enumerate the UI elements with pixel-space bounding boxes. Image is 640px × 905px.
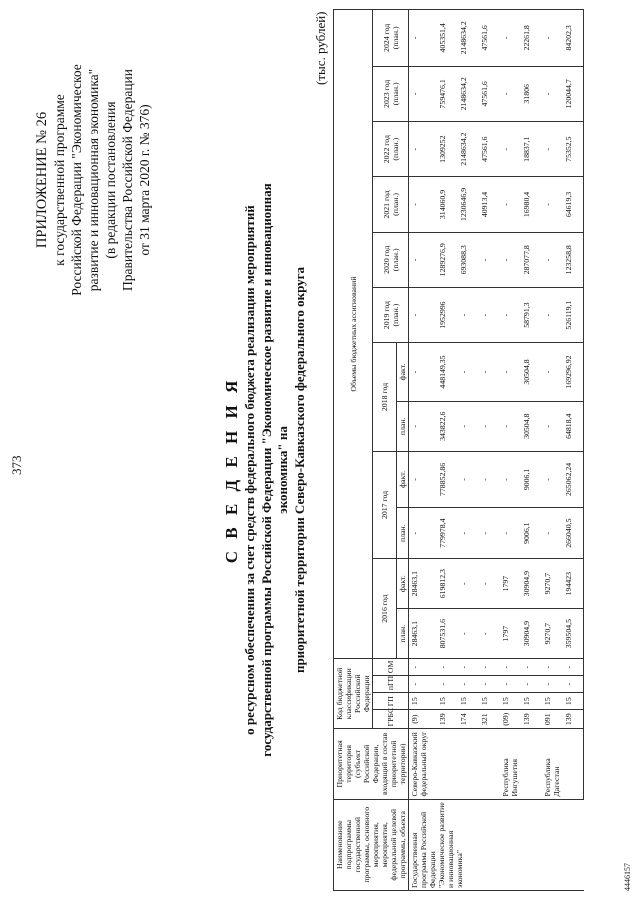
value-cell: - [409,177,437,232]
value-cell: 169296,92 [563,343,584,402]
value-cell: 2148634,2 [458,66,479,121]
value-cell: 31806 [521,66,542,121]
territory-cell [521,729,542,799]
value-cell: - [458,343,479,402]
table-row [409,10,437,891]
value-cell: - [542,287,563,342]
value-cell: - [542,177,563,232]
code-pgp-cell: - [500,676,521,693]
value-cell: 287077,8 [521,232,542,287]
value-cell: 1797 [500,559,521,609]
header-year-2016: 2016 год [373,559,397,659]
value-cell: 120044,7 [563,66,584,121]
value-cell: - [542,343,563,402]
value-cell: - [458,609,479,659]
value-cell: - [542,232,563,287]
value-cell: 807531,6 [437,609,458,659]
header-plan: план. [397,609,409,659]
value-cell: 526119,1 [563,287,584,342]
value-cell: 40913,4 [479,177,500,232]
code-gp-cell: 15 [500,693,521,710]
value-cell: - [542,451,563,507]
header-year-2022: 2022 год (план.) [373,122,409,177]
value-cell: 265062,24 [563,451,584,507]
header-year-2020: 2020 год (план.) [373,232,409,287]
header-code-gp: ГП [373,693,409,710]
value-cell: 1952996 [437,287,458,342]
header-codes: Код бюджетной классификации Российской Федерации [334,659,373,729]
heading-title: С В Е Д Е Н И Я [222,376,241,564]
value-cell: 47561,6 [479,122,500,177]
code-om-cell: - [409,659,437,676]
code-gp-cell: 15 [479,693,500,710]
value-cell: 448149,35 [437,343,458,402]
value-cell: - [409,287,437,342]
header-year-2017: 2017 год [373,451,397,558]
value-cell: - [500,10,521,67]
value-cell: - [409,232,437,287]
table-row [458,10,479,891]
value-cell: - [479,232,500,287]
code-om-cell: - [479,659,500,676]
page-number: 373 [9,455,24,475]
code-grbs-cell: 174 [458,710,479,729]
header-volumes: Объемы бюджетных ассигнований [334,10,373,659]
value-cell: - [500,66,521,121]
table-row [479,10,500,891]
territory-cell: Республика Ингушетия [500,729,521,799]
code-gp-cell: 15 [458,693,479,710]
value-cell: 9270,7 [542,559,563,609]
budget-table [333,9,584,891]
header-year-2021: 2021 год (план.) [373,177,409,232]
code-pgp-cell: - [563,676,584,693]
code-pgp-cell: - [437,676,458,693]
heading-subtitle-line: государственной программы Российской Федерации "Экономическое развитие и инновационная экономика" на [258,183,290,757]
appendix-line: Российской Федерации "Экономическое [69,64,84,296]
code-pgp-cell: - [479,676,500,693]
value-cell: - [479,287,500,342]
territory-cell [458,729,479,799]
value-cell: 30504,8 [521,401,542,451]
value-cell: - [458,451,479,507]
header-year-2024: 2024 год (план.) [373,10,409,67]
code-om-cell: - [521,659,542,676]
code-grbs-cell: 139 [563,710,584,729]
code-om-cell: - [500,659,521,676]
value-cell: 778852,86 [437,451,458,507]
value-cell: 47561,6 [479,10,500,67]
appendix-line: (в редакции постановления [103,101,118,259]
value-cell: 30504,8 [521,343,542,402]
table-row [500,10,521,891]
value-cell: - [500,343,521,402]
value-cell: - [542,122,563,177]
territory-cell: Северо-Кавказский федеральный округ [409,729,437,799]
value-cell: 28463,1 [409,609,437,659]
value-cell: - [458,559,479,609]
code-om-cell: - [563,659,584,676]
header-code-grbs: ГРБС [373,710,409,729]
value-cell: - [458,508,479,559]
value-cell: 314060,9 [437,177,458,232]
document-code: 4446157 [623,863,632,891]
value-cell: 1230646,9 [458,177,479,232]
value-cell: 405351,4 [437,10,458,67]
code-gp-cell: 15 [437,693,458,710]
value-cell: - [409,508,437,559]
appendix-line: к государственной программе [52,94,67,266]
header-fact: факт. [397,343,409,402]
value-cell: 779978,4 [437,508,458,559]
code-pgp-cell: - [521,676,542,693]
table-row [542,10,563,891]
value-cell: - [479,559,500,609]
value-cell: 64818,4 [563,401,584,451]
value-cell: - [500,508,521,559]
table-row [437,10,458,891]
header-territory: Приоритетная территория (субъект Российской Федерации, входящий в состав приоритетной территории) [334,729,409,799]
value-cell: - [458,401,479,451]
value-cell: - [479,401,500,451]
value-cell: 47561,6 [479,66,500,121]
code-grbs-cell: 321 [479,710,500,729]
territory-cell [437,729,458,799]
value-cell: - [409,122,437,177]
appendix-block [34,15,153,345]
value-cell: 75352,5 [563,122,584,177]
header-name: Наименование подпрограммы государственной программы, основного мероприятия, мероприятия, федеральной целевой программы, объекта [334,799,409,890]
value-cell: - [500,122,521,177]
value-cell: 9006,1 [521,508,542,559]
code-pgp-cell: - [458,676,479,693]
value-cell: 759476,1 [437,66,458,121]
header-year-2018: 2018 год [373,343,397,451]
value-cell: - [500,232,521,287]
value-cell: 693088,3 [458,232,479,287]
value-cell: 2148634,2 [458,122,479,177]
header-year-2023: 2023 год (план.) [373,66,409,121]
value-cell: 28463,1 [409,559,437,609]
value-cell: 2148634,2 [458,10,479,67]
value-cell: 22261,8 [521,10,542,67]
code-grbs-cell: (9) [409,710,437,729]
value-cell: 194423 [563,559,584,609]
value-cell: - [500,401,521,451]
header-plan: план. [397,508,409,559]
value-cell: - [458,287,479,342]
value-cell: 1797 [500,609,521,659]
heading-subtitle-line: приоритетной территории Северо-Кавказского федерального округа [291,266,307,674]
value-cell: 18837,1 [521,122,542,177]
value-cell: 64619,3 [563,177,584,232]
value-cell: - [409,343,437,402]
value-cell: - [500,177,521,232]
code-pgp-cell: - [409,676,437,693]
code-gp-cell: 15 [563,693,584,710]
value-cell: 123258,8 [563,232,584,287]
heading-subtitle-line: о ресурсном обеспечении за счет средств федерального бюджета реализации мероприятий [242,205,257,735]
value-cell: 359504,5 [563,609,584,659]
value-cell: 30904,9 [521,559,542,609]
header-code-pgp: пГП [373,676,409,693]
value-cell: 84202,3 [563,10,584,67]
value-cell: - [542,10,563,67]
value-cell: - [409,401,437,451]
value-cell: 30904,9 [521,609,542,659]
value-cell: 9006,1 [521,451,542,507]
value-cell: - [500,287,521,342]
value-cell: - [542,401,563,451]
value-cell: 1289276,9 [437,232,458,287]
value-cell: - [479,343,500,402]
header-fact: факт. [397,559,409,609]
appendix-title: ПРИЛОЖЕНИЕ № 26 [34,111,50,249]
value-cell: - [542,66,563,121]
value-cell: 343822,6 [437,401,458,451]
value-cell: 9270,7 [542,609,563,659]
code-gp-cell: 15 [521,693,542,710]
value-cell: 619812,3 [437,559,458,609]
header-fact: факт. [397,451,409,507]
value-cell: 16980,4 [521,177,542,232]
value-cell: - [479,451,500,507]
table-row [563,10,584,891]
appendix-line: от 31 марта 2020 г. № 376) [137,104,152,256]
code-gp-cell: 15 [409,693,437,710]
value-cell: - [500,451,521,507]
code-om-cell: - [458,659,479,676]
code-gp-cell: 15 [542,693,563,710]
units-label: (тыс. рублей) [313,11,328,85]
value-cell: 1309252 [437,122,458,177]
code-pgp-cell: - [542,676,563,693]
program-name-cell: Государственная программа Российской Федерации "Экономическое развитие и инновационная экономика" [409,799,584,890]
code-om-cell: - [542,659,563,676]
territory-cell [563,729,584,799]
code-om-cell: - [437,659,458,676]
code-grbs-cell: 139 [521,710,542,729]
appendix-line: Правительства Российской Федерации [120,69,135,291]
territory-cell: Республика Дагестан [542,729,563,799]
value-cell: - [409,10,437,67]
appendix-line: развитие и инновационная экономика" [86,68,101,292]
value-cell: - [479,609,500,659]
value-cell: - [409,451,437,507]
header-year-2019: 2019 год (план.) [373,287,409,342]
code-grbs-cell: 139 [437,710,458,729]
header-code-om: ОМ [373,659,409,676]
territory-cell [479,729,500,799]
document-heading [222,155,308,785]
value-cell: - [542,508,563,559]
code-grbs-cell: (09) [500,710,521,729]
value-cell: 58791,3 [521,287,542,342]
header-plan: план. [397,401,409,451]
value-cell: 266040,5 [563,508,584,559]
table-row [521,10,542,891]
code-grbs-cell: 091 [542,710,563,729]
value-cell: - [409,66,437,121]
value-cell: - [479,508,500,559]
